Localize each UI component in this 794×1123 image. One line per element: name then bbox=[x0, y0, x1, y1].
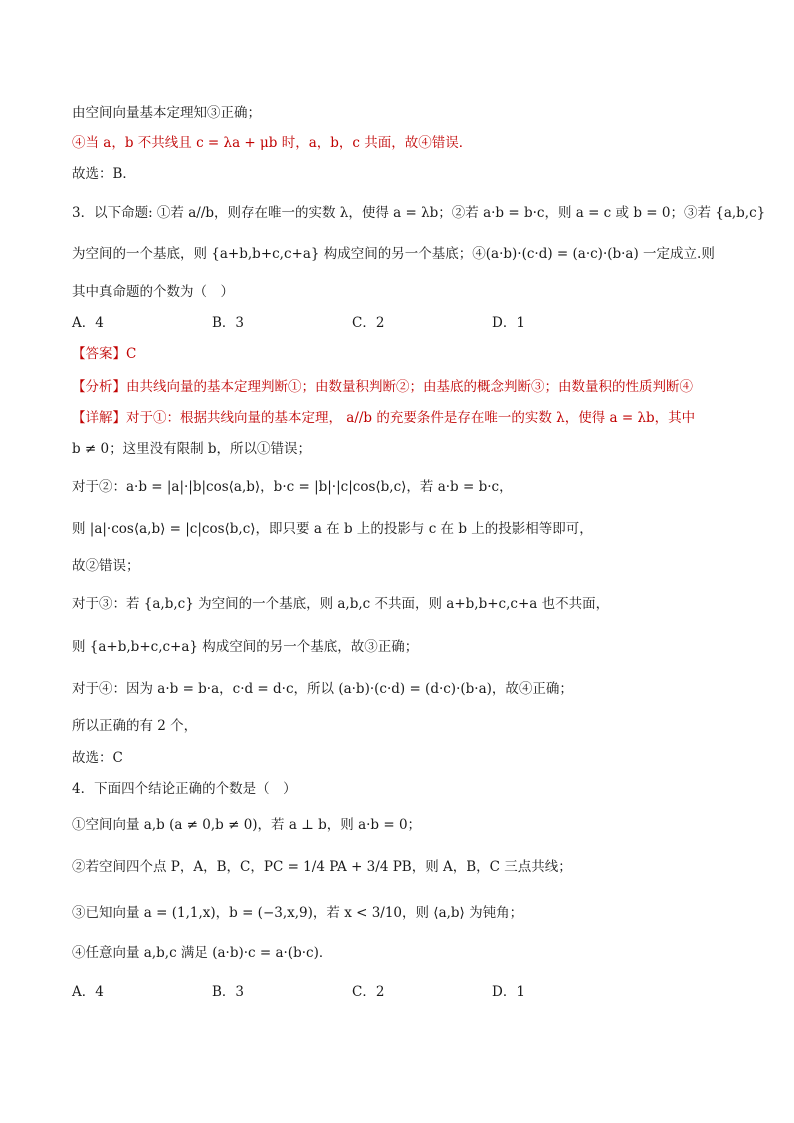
question-4-options bbox=[72, 983, 712, 1001]
question-3-stem: 为空间的一个基底，则 {a+b,b+c,c+a} 构成空间的另一个基底；④(a·b)·(c·d) = (a·c)·(b·a) 一定成立.则 bbox=[72, 246, 715, 262]
question-3-options bbox=[72, 314, 712, 332]
text-line: 对于②：a·b = |a|·|b|cos⟨a,b⟩，b·c = |b|·|c|cos⟨b,c⟩，若 a·b = b·c， bbox=[72, 479, 513, 495]
text-line: ④当 a，b 不共线且 c = λa + μb 时，a，b，c 共面，故④错误． bbox=[72, 135, 473, 151]
text-line: b ≠ 0；这里没有限制 b，所以①错误； bbox=[72, 441, 312, 457]
option-b: B．3 bbox=[212, 984, 245, 1000]
answer-label: 【答案】C bbox=[72, 346, 137, 362]
text-line: 对于④：因为 a·b = b·a，c·d = d·c，所以 (a·b)·(c·d) = (d·c)·(b·a)，故④正确； bbox=[72, 681, 573, 697]
question-4-item: ①空间向量 a,b (a ≠ 0,b ≠ 0)，若 a ⊥ b，则 a·b = 0； bbox=[72, 817, 422, 833]
option-d: D．1 bbox=[492, 315, 525, 331]
option-c: C．2 bbox=[352, 984, 385, 1000]
detail-label: 【详解】对于①：根据共线向量的基本定理， a//b 的充要条件是存在唯一的实数 λ，使得 a = λb，其中 bbox=[72, 410, 696, 426]
text-line: 所以正确的有 2 个， bbox=[72, 718, 198, 734]
option-d: D．1 bbox=[492, 984, 525, 1000]
option-c: C．2 bbox=[352, 315, 385, 331]
text-line: 则 |a|·cos⟨a,b⟩ = |c|cos⟨b,c⟩，即只要 a 在 b 上的投影与 c 在 b 上的投影相等即可， bbox=[72, 521, 593, 537]
question-4-item: ②若空间四个点 P，A，B，C，PC = 1/4 PA + 3/4 PB，则 A，B，C 三点共线； bbox=[72, 859, 572, 875]
question-4-item: ④任意向量 a,b,c 满足 (a·b)·c = a·(b·c)． bbox=[72, 945, 333, 961]
text-line: 故选：C bbox=[72, 750, 123, 766]
text-line: 故②错误； bbox=[72, 558, 140, 574]
text-line: 故选：B． bbox=[72, 166, 136, 182]
question-3-stem: 3．以下命题: ①若 a//b，则存在唯一的实数 λ，使得 a = λb；②若 a·b = b·c，则 a = c 或 b = 0；③若 {a,b,c} bbox=[72, 205, 766, 221]
question-3-stem: 其中真命题的个数为（ ） bbox=[72, 284, 234, 300]
question-4-item: ③已知向量 a = (1,1,x)，b = (−3,x,9)，若 x < 3/10，则 ⟨a,b⟩ 为钝角； bbox=[72, 905, 524, 921]
option-b: B．3 bbox=[212, 315, 245, 331]
text-line: 对于③：若 {a,b,c} 为空间的一个基底，则 a,b,c 不共面，则 a+b,b+c,c+a 也不共面， bbox=[72, 596, 610, 612]
option-a: A．4 bbox=[72, 984, 104, 1000]
question-4-stem: 4．下面四个结论正确的个数是（ ） bbox=[72, 781, 297, 797]
option-a: A．4 bbox=[72, 315, 104, 331]
text-line: 由空间向量基本定理知③正确； bbox=[72, 105, 261, 121]
text-line: 则 {a+b,b+c,c+a} 构成空间的另一个基底，故③正确； bbox=[72, 639, 419, 655]
analysis-label: 【分析】由共线向量的基本定理判断①；由数量积判断②；由基底的概念判断③；由数量积的性质判断④ bbox=[72, 379, 693, 395]
